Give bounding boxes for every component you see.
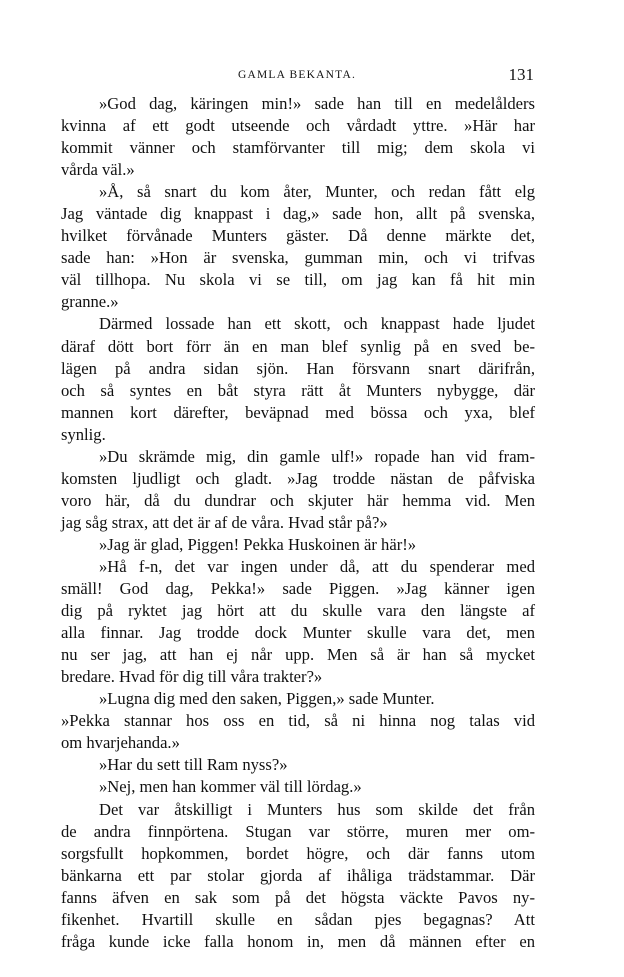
text-line: lägen på andra sidan sjön. Han försvann snart därifrån, — [61, 358, 535, 378]
text-line: Därmed lossade han ett skott, och knappast hade ljudet — [99, 314, 535, 334]
text-line: komsten ljudligt och gladt. »Jag trodde nästan de påfviska — [61, 468, 535, 488]
text-line: hvilket förvånade Munters gäster. Då denne märkte det, — [61, 226, 535, 246]
text-line: fanns äfven en sak som på det högsta väckte Pavos ny- — [61, 887, 535, 907]
text-line: och så syntes en båt styra rätt åt Munters nybygge, där — [61, 380, 535, 400]
text-line: »Jag är glad, Piggen! Pekka Huskoinen är här!» — [99, 534, 417, 554]
body-text — [61, 93, 535, 953]
text-line: synlig. — [61, 424, 106, 444]
running-head — [60, 66, 534, 88]
text-line: de andra finnpörtena. Stugan var större, muren mer om- — [61, 821, 535, 841]
text-line: vårda väl.» — [61, 160, 135, 180]
text-line: »Hå f-n, det var ingen under då, att du spenderar med — [99, 556, 535, 576]
text-line: »God dag, käringen min!» sade han till en medelålders — [99, 94, 535, 113]
text-line: mannen kort därefter, beväpnad med bössa och yxa, blef — [61, 402, 535, 422]
text-line: Jag väntade dig knappast i dag,» sade hon, allt på svenska, — [61, 204, 535, 224]
text-line: om hvarjehanda.» — [61, 733, 180, 753]
text-line: kommit vänner och stamförvanter till mig; dem skola vi — [61, 138, 535, 158]
text-line: kvinna af ett godt utseende och vårdadt yttre. »Här har — [61, 116, 535, 136]
text-line: »Lugna dig med den saken, Piggen,» sade Munter. — [99, 689, 435, 709]
text-line: väl tillhopa. Nu skola vi se till, om jag kan få hit min — [61, 270, 535, 290]
text-line: »Har du sett till Ram nyss?» — [99, 755, 288, 775]
text-line: däraf dött bort förr än en man blef synlig på en sved be- — [61, 336, 535, 356]
text-line: »Du skrämde mig, din gamle ulf!» ropade han vid fram- — [99, 446, 535, 466]
text-line: granne.» — [61, 292, 119, 312]
text-line: »Nej, men han kommer väl till lördag.» — [99, 777, 362, 797]
text-line: »Pekka stannar hos oss en tid, så ni hinna nog talas vid — [61, 711, 535, 731]
text-line: sorgsfullt hopkommen, bordet högre, och där fanns utom — [61, 843, 535, 863]
running-title: GAMLA BEKANTA. — [237, 69, 357, 81]
text-line: fikenhet. Hvartill skulle en sådan pjes begagnas? Att — [61, 909, 535, 929]
text-line: dig på ryktet jag hört att du skulle vara den längste af — [61, 601, 535, 621]
text-line: »Å, så snart du kom åter, Munter, och redan fått elg — [99, 182, 535, 202]
text-line: fråga kunde icke falla honom in, men då männen efter en — [61, 931, 535, 951]
text-line: nu ser jag, att han ej når upp. Men så är han så mycket — [61, 645, 535, 665]
text-line: jag såg strax, att det är af de våra. Hvad står på?» — [61, 512, 388, 532]
text-line: bredare. Hvad för dig till våra trakter?» — [61, 667, 323, 687]
text-line: voro här, då du dundrar och skjuter här hemma vid. Men — [61, 490, 535, 510]
text-line: alla finnar. Jag trodde dock Munter skulle vara det, men — [61, 623, 535, 643]
text-line: Det var åtskilligt i Munters hus som skilde det från — [99, 799, 535, 819]
text-line: sade han: »Hon är svenska, gumman min, och vi trifvas — [61, 248, 535, 268]
text-line: bänkarna ett par stolar gjorda af ihåliga trädstammar. Där — [61, 865, 535, 885]
page-number: 131 — [508, 65, 534, 84]
text-line: smäll! God dag, Pekka!» sade Piggen. »Jag känner igen — [61, 579, 535, 599]
